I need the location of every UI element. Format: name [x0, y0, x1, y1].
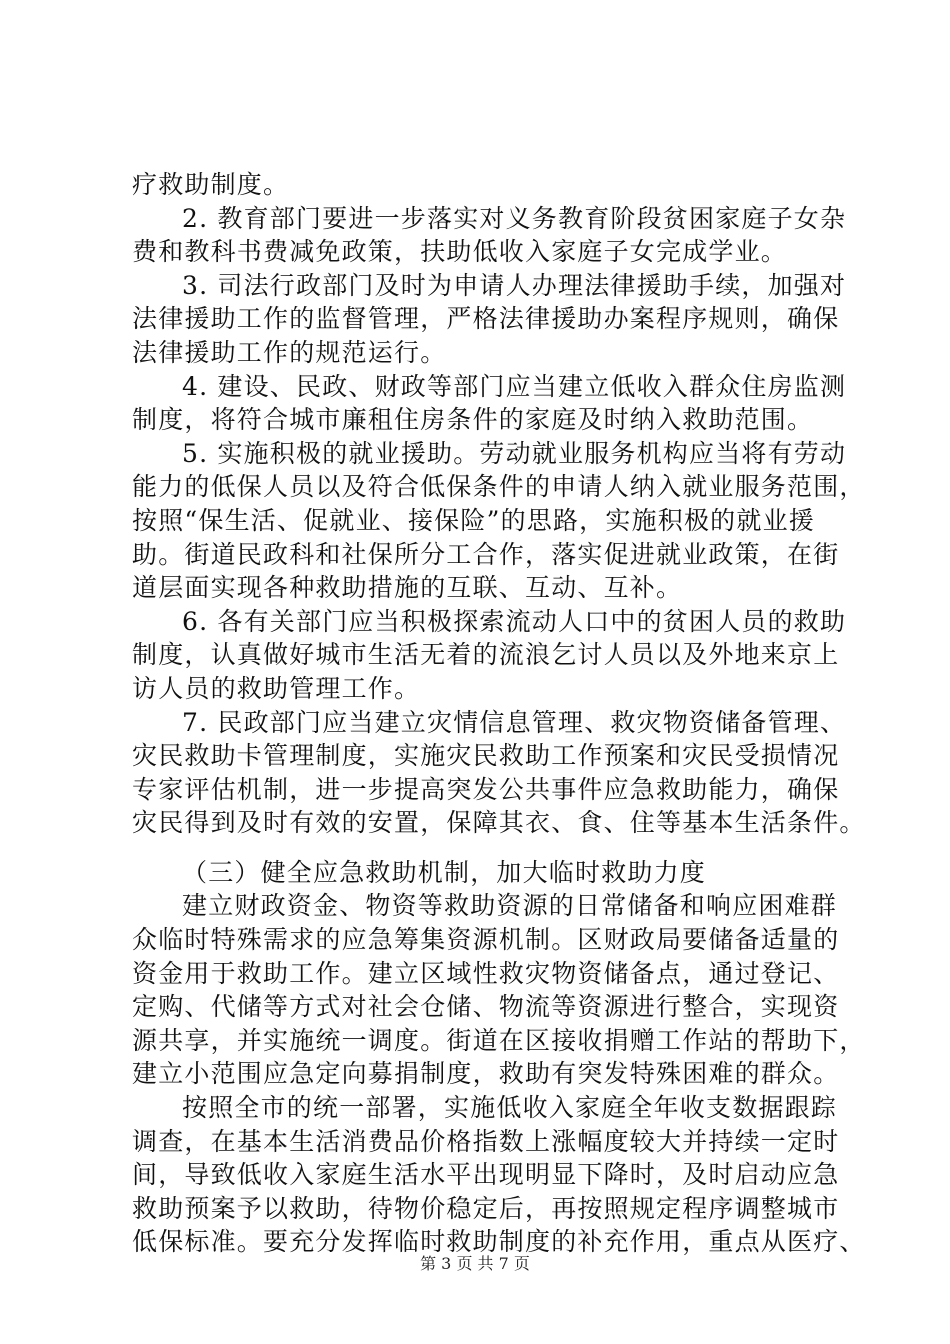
text-line: 2. 教育部门要进一步落实对义务教育阶段贫困家庭子女杂 [182, 203, 847, 233]
text-line: 助。街道民政科和社保所分工合作，落实促进就业政策，在街 [132, 539, 840, 569]
text-line: 按照“保生活、促就业、接保险”的思路，实施积极的就业援 [132, 505, 815, 535]
text-line: 定购、代储等方式对社会仓储、物流等资源进行整合，实现资 [132, 992, 840, 1022]
text-line: 7. 民政部门应当建立灾情信息管理、救灾物资储备管理、 [182, 707, 847, 737]
text-line: 建立财政资金、物资等救助资源的日常储备和响应困难群 [182, 891, 838, 921]
text-line: 法律援助工作的监督管理，严格法律援助办案程序规则，确保 [132, 304, 840, 334]
document-body [132, 168, 866, 1259]
text-line: 5. 实施积极的就业援助。劳动就业服务机构应当将有劳动 [182, 438, 847, 468]
text-line: 法律援助工作的规范运行。 [132, 337, 447, 367]
text-line: 制度，认真做好城市生活无着的流浪乞讨人员以及外地来京上 [132, 640, 840, 670]
text-line: 3. 司法行政部门及时为申请人办理法律援助手续，加强对 [182, 270, 847, 300]
text-line: 道层面实现各种救助措施的互联、互动、互补。 [132, 573, 683, 603]
text-line: 能力的低保人员以及符合低保条件的申请人纳入就业服务范围， [132, 472, 866, 502]
text-line: 调查，在基本生活消费品价格指数上涨幅度较大并持续一定时 [132, 1126, 840, 1156]
text-line: 建立小范围应急定向募捐制度，救助有突发特殊困难的群众。 [132, 1059, 840, 1089]
text-line: 4. 建设、民政、财政等部门应当建立低收入群众住房监测 [182, 371, 847, 401]
text-line: 资金用于救助工作。建立区域性救灾物资储备点，通过登记、 [132, 958, 840, 988]
text-line: 6. 各有关部门应当积极探索流动人口中的贫困人员的救助 [182, 606, 847, 636]
text-line: 按照全市的统一部署，实施低收入家庭全年收支数据跟踪 [182, 1093, 838, 1123]
text-line: 低保标准。要充分发挥临时救助制度的补充作用，重点从医疗、 [132, 1227, 866, 1257]
text-line: 救助预案予以救助，待物价稳定后，再按照规定程序调整城市 [132, 1193, 840, 1223]
section-heading: （三）健全应急救助机制，加大临时救助力度 [182, 857, 707, 887]
text-line: 访人员的救助管理工作。 [132, 673, 421, 703]
page-number-footer: 第 3 页 共 7 页 [420, 1254, 530, 1273]
text-line: 源共享，并实施统一调度。街道在区接收捐赠工作站的帮助下， [132, 1025, 866, 1055]
text-line: 灾民救助卡管理制度，实施灾民救助工作预案和灾民受损情况 [132, 741, 840, 771]
text-line: 间，导致低收入家庭生活水平出现明显下降时，及时启动应急 [132, 1160, 840, 1190]
text-line: 专家评估机制，进一步提高突发公共事件应急救助能力，确保 [132, 774, 840, 804]
text-line: 疗救助制度。 [132, 170, 290, 199]
text-line: 众临时特殊需求的应急筹集资源机制。区财政局要储备适量的 [132, 925, 840, 955]
paragraph-gap [132, 840, 857, 856]
text-line: 制度，将符合城市廉租住房条件的家庭及时纳入救助范围。 [132, 405, 814, 435]
text-line: 费和教科书费减免政策，扶助低收入家庭子女完成学业。 [132, 237, 788, 267]
text-line: 灾民得到及时有效的安置，保障其衣、食、住等基本生活条件。 [132, 808, 866, 838]
